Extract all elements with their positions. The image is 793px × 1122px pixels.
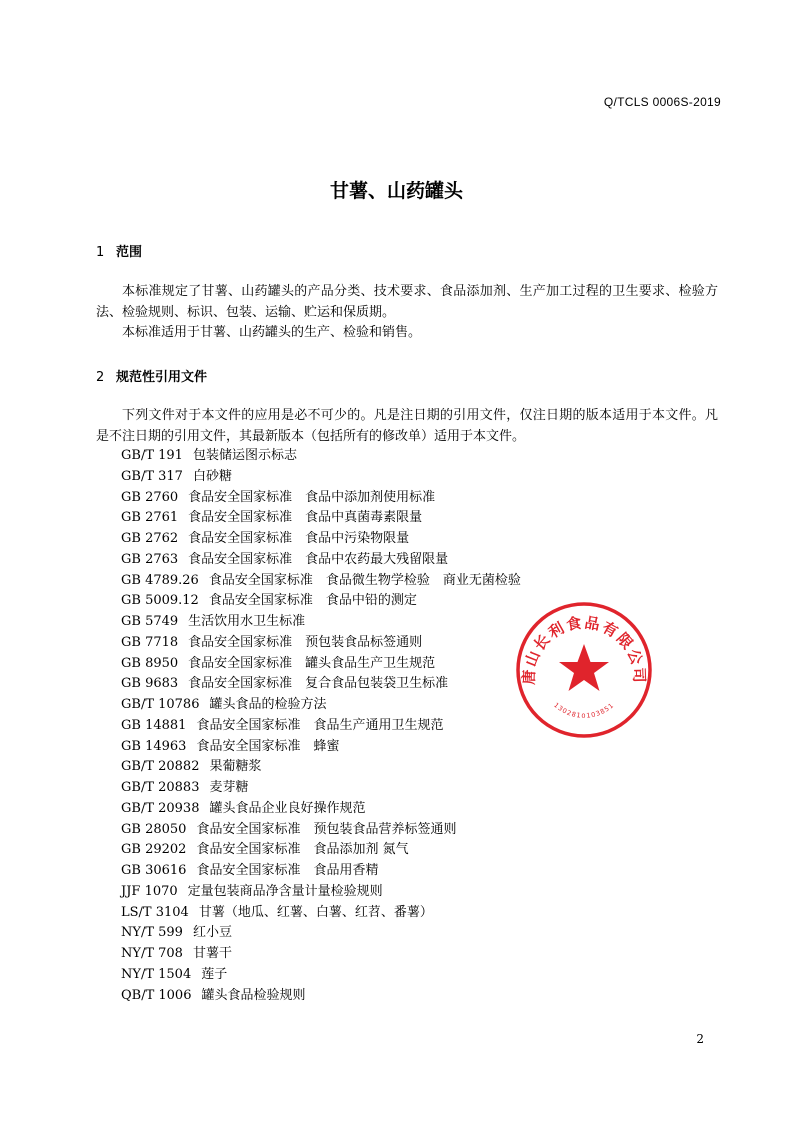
reference-code: GB 2762 xyxy=(121,531,179,546)
reference-item xyxy=(121,861,521,882)
reference-item xyxy=(121,778,521,799)
reference-item xyxy=(121,446,521,467)
reference-code: LS/T 3104 xyxy=(121,904,189,920)
reference-title: 罐头食品检验规则 xyxy=(201,987,306,1003)
scope-paragraph-2: 本标准适用于甘薯、山药罐头的生产、检验和销售。 xyxy=(122,325,422,340)
reference-code: NY/T 708 xyxy=(121,946,183,961)
reference-code: GB 29202 xyxy=(121,842,187,858)
reference-code: GB 8950 xyxy=(121,655,179,671)
section-heading-normative-references xyxy=(96,366,207,385)
reference-code: JJF 1070 xyxy=(121,883,178,899)
section-number: 2 xyxy=(96,370,105,385)
reference-code: GB/T 20883 xyxy=(121,780,200,795)
reference-item xyxy=(121,737,521,758)
reference-item xyxy=(121,674,521,695)
reference-title: 定量包装商品净含量计量检验规则 xyxy=(187,883,383,899)
reference-item xyxy=(121,820,521,841)
reference-title: 食品安全国家标准 食品用香精 xyxy=(196,863,379,878)
reference-code: NY/T 599 xyxy=(121,925,183,941)
reference-item xyxy=(121,695,521,716)
reference-code: GB/T 10786 xyxy=(121,697,200,712)
scope-paragraph-1: 本标准规定了甘薯、山药罐头的产品分类、技术要求、食品添加剂、生产加工过程的卫生要求、检验方法、检验规则、标识、包装、运输、贮运和保质期。 xyxy=(96,284,718,320)
reference-item xyxy=(121,591,521,612)
reference-title: 罐头食品的检验方法 xyxy=(209,697,327,712)
reference-title: 食品安全国家标准 食品生产通用卫生规范 xyxy=(196,717,444,733)
reference-item xyxy=(121,882,521,903)
company-seal xyxy=(514,600,654,740)
reference-item xyxy=(121,903,521,924)
references-intro-paragraph: 下列文件对于本文件的应用是必不可少的。凡是注日期的引用文件，仅注日期的版本适用于本文件。凡是不注日期的引用文件，其最新版本（包括所有的修改单）适用于本文件。 xyxy=(96,408,718,444)
reference-list xyxy=(121,446,521,1006)
reference-item xyxy=(121,571,521,592)
reference-code: GB/T 317 xyxy=(121,468,183,484)
seal-registration-number: 1302810103851 xyxy=(552,701,616,720)
reference-item xyxy=(121,965,521,986)
reference-item xyxy=(121,508,521,529)
reference-item xyxy=(121,716,521,737)
reference-title: 果葡糖浆 xyxy=(209,759,262,775)
reference-title: 食品安全国家标准 蜂蜜 xyxy=(196,738,340,754)
reference-code: GB 7718 xyxy=(121,634,179,650)
reference-title: 食品安全国家标准 预包装食品标签通则 xyxy=(188,634,423,650)
reference-title: 食品安全国家标准 食品中添加剂使用标准 xyxy=(188,489,436,505)
reference-code: GB 2763 xyxy=(121,551,179,567)
section-heading-scope xyxy=(96,241,142,260)
section-number: 1 xyxy=(96,245,105,260)
reference-title: 食品安全国家标准 罐头食品生产卫生规范 xyxy=(188,655,436,671)
reference-item xyxy=(121,840,521,861)
page-number: 2 xyxy=(696,1032,704,1046)
reference-title: 包装储运图示标志 xyxy=(192,448,297,463)
reference-item xyxy=(121,654,521,675)
reference-title: 罐头食品企业良好操作规范 xyxy=(209,800,366,816)
reference-item xyxy=(121,944,521,965)
reference-title: 食品安全国家标准 食品中铅的测定 xyxy=(208,593,417,609)
reference-title: 食品安全国家标准 食品添加剂 氮气 xyxy=(196,842,409,858)
reference-code: GB 5749 xyxy=(121,614,179,629)
reference-title: 食品安全国家标准 食品中农药最大残留限量 xyxy=(188,551,449,567)
reference-code: GB/T 20882 xyxy=(121,759,200,775)
reference-item xyxy=(121,986,521,1007)
star-icon xyxy=(559,644,609,691)
reference-code: QB/T 1006 xyxy=(121,987,192,1003)
reference-code: GB 2760 xyxy=(121,489,179,505)
reference-item xyxy=(121,488,521,509)
reference-title: 甘薯（地瓜、红薯、白薯、红苕、番薯） xyxy=(198,904,433,920)
reference-title: 白砂糖 xyxy=(192,468,232,484)
reference-code: GB 4789.26 xyxy=(121,572,199,588)
seal-company-name: 唐山长利食品有限公司 xyxy=(519,613,649,685)
reference-item xyxy=(121,467,521,488)
section-title: 规范性引用文件 xyxy=(116,370,208,385)
reference-code: GB 14881 xyxy=(121,717,187,733)
reference-title: 甘薯干 xyxy=(192,946,232,961)
reference-item xyxy=(121,923,521,944)
reference-title: 生活饮用水卫生标准 xyxy=(188,614,306,629)
reference-title: 食品安全国家标准 食品中污染物限量 xyxy=(188,531,410,546)
reference-code: GB 30616 xyxy=(121,863,187,878)
reference-item xyxy=(121,612,521,633)
reference-item xyxy=(121,529,521,550)
reference-code: GB 5009.12 xyxy=(121,593,199,609)
standard-code: Q/TCLS 0006S-2019 xyxy=(603,95,721,109)
section-title: 范围 xyxy=(116,245,143,260)
document-title: 甘薯、山药罐头 xyxy=(329,180,463,202)
reference-code: GB 28050 xyxy=(121,821,187,837)
reference-code: GB 14963 xyxy=(121,738,187,754)
reference-title: 莲子 xyxy=(201,966,228,982)
reference-item xyxy=(121,633,521,654)
reference-item xyxy=(121,550,521,571)
reference-title: 红小豆 xyxy=(192,925,232,941)
reference-code: GB/T 20938 xyxy=(121,800,200,816)
reference-item xyxy=(121,757,521,778)
reference-title: 食品安全国家标准 食品中真菌毒素限量 xyxy=(188,510,423,526)
reference-title: 食品安全国家标准 食品微生物学检验 商业无菌检验 xyxy=(208,572,521,588)
reference-code: GB 2761 xyxy=(121,510,179,526)
reference-title: 食品安全国家标准 复合食品包装袋卫生标准 xyxy=(188,676,449,692)
reference-code: GB/T 191 xyxy=(121,448,183,463)
reference-code: NY/T 1504 xyxy=(121,966,192,982)
reference-code: GB 9683 xyxy=(121,676,179,692)
reference-item xyxy=(121,799,521,820)
reference-title: 食品安全国家标准 预包装食品营养标签通则 xyxy=(196,821,457,837)
reference-title: 麦芽糖 xyxy=(209,780,249,795)
